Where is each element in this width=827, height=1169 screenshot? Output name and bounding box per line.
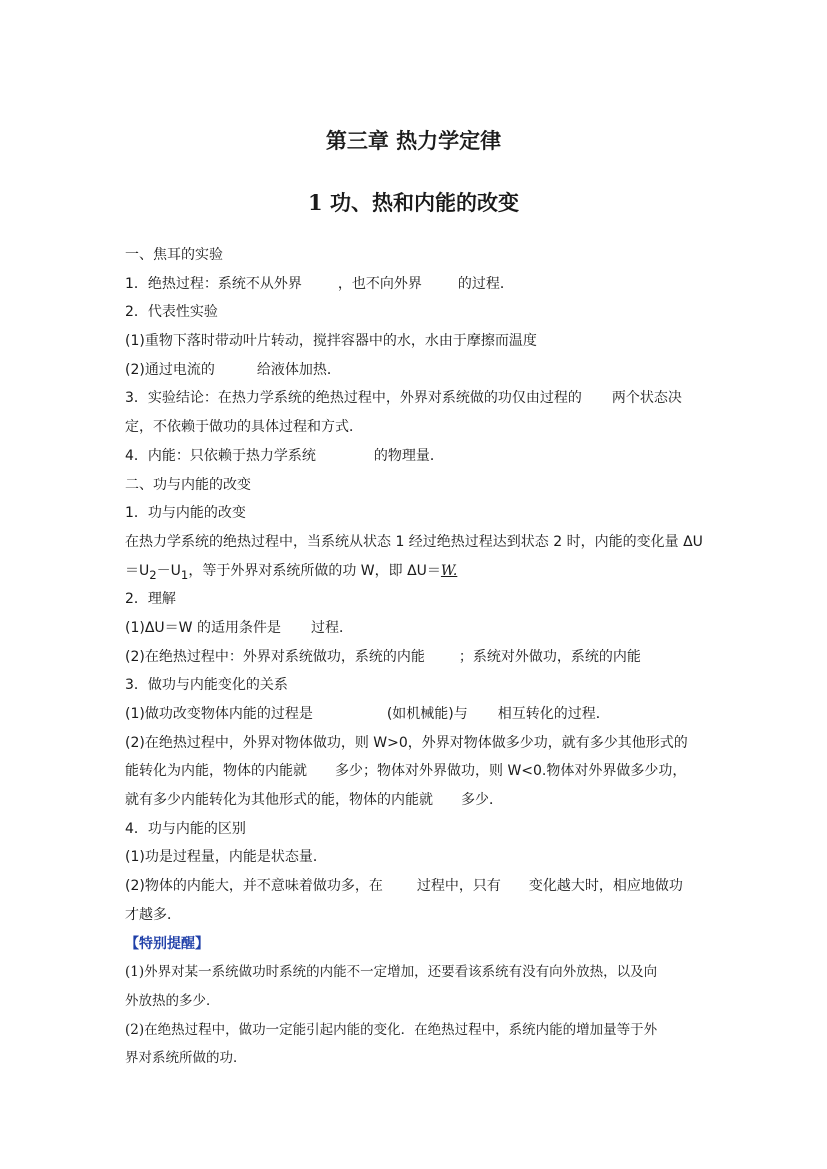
paragraph-delta-u-formula: $=U_2-U_1$，等于外界对系统所做的功 W，即 ΔU＝W. <box>125 562 458 582</box>
paragraph-energy-increase: 能转化为内能，物体的内能就 多少；物体对外界做功，则 W<0.物体对外界做多少功， <box>125 763 687 780</box>
reminder-line-1: (1)外界对某一系统做功时系统的内能不一定增加，还要看该系统有没有向外放热，以及向 <box>125 964 658 981</box>
paragraph-falling-weight: (1)重物下落时带动叶片转动，搅拌容器中的水，水由于摩擦而温度 <box>125 333 537 350</box>
paragraph-difference: 4．功与内能的区别 <box>125 820 246 837</box>
heading-joule-experiment: 一、焦耳的实验 <box>125 247 223 263</box>
paragraph-conversion: (1)做功改变物体内能的过程是 (如机械能)与 相互转化的过程． <box>125 706 610 722</box>
reminder-line-3: (2)在绝热过程中，做功一定能引起内能的变化．在绝热过程中，系统内能的增加量等于外 <box>125 1021 658 1038</box>
reminder-line-2: 外放热的多少． <box>125 992 220 1009</box>
special-reminder-label: 【特别提醒】 <box>125 935 209 952</box>
paragraph-relationship: 3．做功与内能变化的关系 <box>125 677 288 694</box>
paragraph-understanding: 2．理解 <box>125 591 176 608</box>
document-body <box>125 241 705 1073</box>
paragraph-work-positive: (2)在绝热过程中，外界对物体做功，则 W>0，外界对物体做多少功，就有多少其他形式的 <box>125 734 688 751</box>
paragraph-adiabatic-process: 1．绝热过程：系统不从外界 ，也不向外界 的过程． <box>125 275 514 292</box>
paragraph-conclusion: 3．实验结论：在热力学系统的绝热过程中，外界对系统做的功仅由过程的 两个状态决 <box>125 390 682 407</box>
paragraph-work-energy-change: 1．功与内能的改变 <box>125 505 246 522</box>
paragraph-delta-u: 在热力学系统的绝热过程中，当系统从状态 1 经过绝热过程达到状态 2 时，内能的变化量 ΔU <box>125 533 703 550</box>
paragraph-electric-current: (2)通过电流的 给液体加热． <box>125 361 341 378</box>
paragraph-condition: (1)ΔU＝W 的适用条件是 过程． <box>125 619 353 636</box>
section-title: 1 功、热和内能的改变 <box>308 190 519 215</box>
paragraph-energy-decrease: 就有多少内能转化为其他形式的能，物体的内能就 多少． <box>125 792 503 809</box>
heading-work-and-energy: 二、功与内能的改变 <box>125 476 251 493</box>
paragraph-adiabatic-energy: (2)在绝热过程中：外界对系统做功，系统的内能 ；系统对外做功，系统的内能 <box>125 648 641 665</box>
paragraph-large-energy: (2)物体的内能大，并不意味着做功多，在 过程中，只有 变化越大时，相应地做功 <box>125 878 683 895</box>
paragraph-more-work: 才越多． <box>125 906 181 923</box>
reminder-line-4: 界对系统所做的功． <box>125 1050 247 1067</box>
paragraph-internal-energy: 4．内能：只依赖于热力学系统 的物理量． <box>125 447 444 464</box>
paragraph-typical-experiment: 2．代表性实验 <box>125 304 218 321</box>
chapter-title: 第三章 热力学定律 <box>325 128 502 153</box>
paragraph-conclusion-cont: 定，不依赖于做功的具体过程和方式． <box>125 419 363 436</box>
paragraph-process-state: (1)功是过程量，内能是状态量． <box>125 849 327 866</box>
special-reminder <box>125 958 705 1073</box>
